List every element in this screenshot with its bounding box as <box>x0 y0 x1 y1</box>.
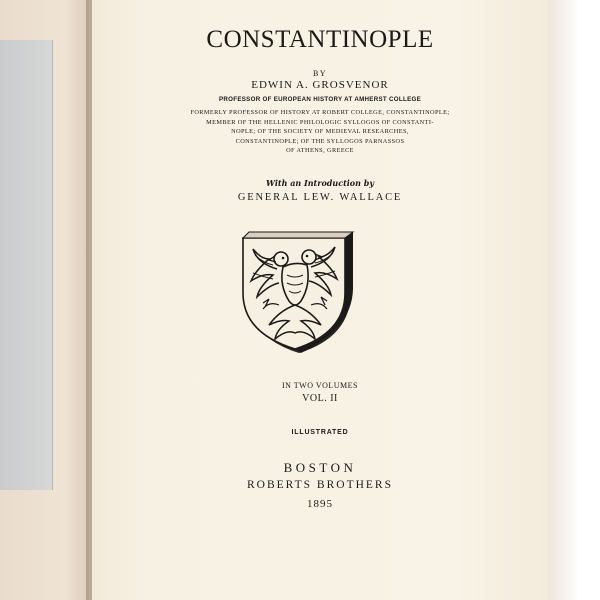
author-name: EDWIN A. GROSVENOR <box>251 79 389 91</box>
author-former-positions <box>92 108 548 156</box>
publisher-name: ROBERTS BROTHERS <box>246 479 393 491</box>
former-position-line: CONSTANTINOPLE; OF THE SYLLOGOS PARNASSOS <box>235 137 405 145</box>
facing-page <box>0 0 92 600</box>
former-position-line: MEMBER OF THE HELLENIC PHILOLOGIC SYLLOGOS OF CONSTANTI- <box>206 118 434 126</box>
author-professorship: PROFESSOR OF EUROPEAN HISTORY AT AMHERST COLLEGE <box>218 96 422 103</box>
volumes-note: IN TWO VOLUMES <box>281 381 359 390</box>
by-line: BY <box>312 69 328 78</box>
publication-city: BOSTON <box>283 460 357 475</box>
title-page <box>92 0 549 600</box>
volume-number: VOL. II <box>302 393 338 404</box>
page-edge <box>548 0 600 600</box>
introducer-name: GENERAL LEW. WALLACE <box>237 192 403 203</box>
publication-year: 1895 <box>307 498 333 510</box>
former-position-line: OF ATHENS, GREECE <box>286 147 354 155</box>
eagle-crest-icon <box>239 229 359 357</box>
former-position-line: FORMERLY PROFESSOR OF HISTORY AT ROBERT COLLEGE, CONSTANTINOPLE; <box>190 109 450 116</box>
former-position-line: NOPLE; OF THE SOCIETY OF MEDIEVAL RESEARCHES, <box>231 128 409 136</box>
illustrated-note: ILLUSTRATED <box>291 429 349 436</box>
book-title: CONSTANTINOPLE <box>206 26 434 53</box>
facing-plate <box>0 40 53 490</box>
introduction-line: With an Introduction by <box>266 178 374 188</box>
